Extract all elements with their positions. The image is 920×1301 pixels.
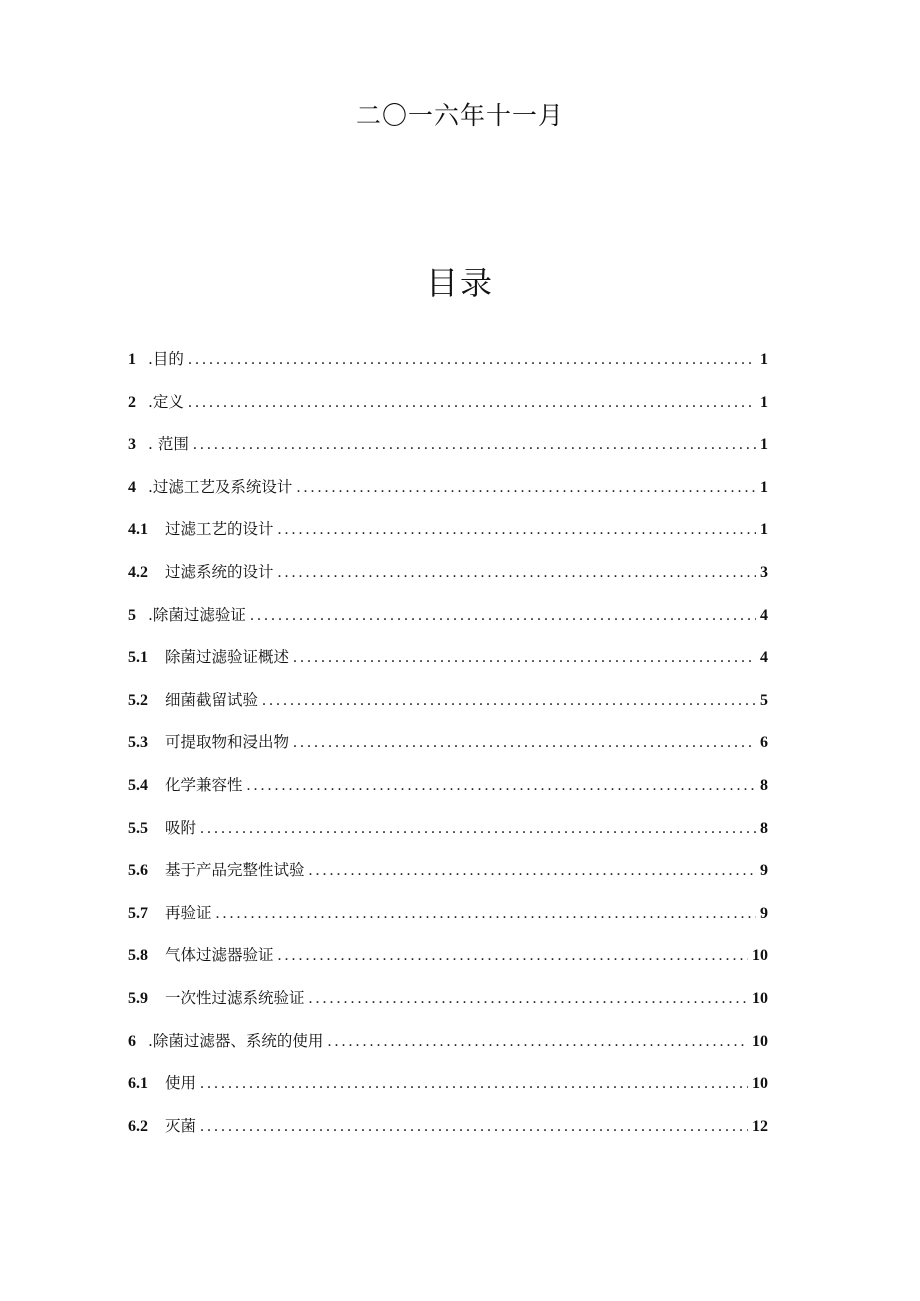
toc-dot-leader	[296, 472, 756, 504]
toc-entry[interactable]	[128, 854, 768, 897]
toc-dot-leader	[200, 1068, 748, 1100]
toc-entry[interactable]	[128, 769, 768, 812]
toc-dot-leader	[293, 642, 756, 674]
toc-entry[interactable]	[128, 897, 768, 940]
toc-entry-page: 1	[760, 478, 768, 496]
toc-entry-title: 再验证	[165, 903, 212, 922]
toc-entry-page: 1	[760, 521, 768, 539]
toc-entry-title: 基于产品完整性试验	[165, 861, 305, 880]
toc-entry[interactable]	[128, 982, 768, 1025]
toc-entry[interactable]	[128, 812, 768, 855]
toc-entry-number: 4.1	[128, 521, 148, 539]
toc-entry-title: 可提取物和浸出物	[165, 733, 290, 752]
toc-entry-number: 5.3	[128, 734, 148, 752]
toc-entry-page: 1	[760, 436, 768, 454]
toc-entry[interactable]	[128, 513, 768, 556]
toc-entry[interactable]	[128, 556, 768, 599]
toc-entry[interactable]	[128, 386, 768, 429]
document-date: 二〇一六年十一月	[355, 101, 564, 130]
toc-dot-leader	[309, 983, 748, 1015]
toc-entry-page: 10	[752, 1075, 768, 1093]
toc-dot-leader	[193, 429, 756, 461]
toc-dot-leader	[188, 387, 756, 419]
toc-dot-leader	[247, 770, 756, 802]
toc-entry-title: .过滤工艺及系统设计	[148, 477, 293, 496]
toc-entry-page: 10	[752, 989, 768, 1007]
toc-entry-title: 过滤工艺的设计	[165, 520, 274, 539]
toc-entry-title: 吸附	[165, 818, 197, 837]
toc-entry-page: 8	[760, 776, 768, 794]
toc-entry-number: 5	[128, 606, 136, 624]
toc-dot-leader	[250, 600, 756, 632]
toc-entry-title: 化学兼容性	[165, 775, 243, 794]
toc-entry[interactable]	[128, 1025, 768, 1068]
toc-entry-number: 2	[128, 393, 136, 411]
toc-entry[interactable]	[128, 1067, 768, 1110]
toc-entry-number: 3	[128, 436, 136, 454]
toc-entry-page: 10	[752, 1032, 768, 1050]
toc-entry-number: 5.1	[128, 649, 148, 667]
toc-entry[interactable]	[128, 343, 768, 386]
toc-entry-page: 3	[760, 563, 768, 581]
toc-entry-number: 6.2	[128, 1117, 148, 1135]
toc-dot-leader	[262, 685, 756, 717]
toc-entry-number: 5.4	[128, 776, 148, 794]
toc-dot-leader	[327, 1026, 748, 1058]
toc-entry[interactable]	[128, 471, 768, 514]
toc-dot-leader	[216, 898, 756, 930]
toc-entry-title: .定义	[148, 392, 184, 411]
toc-dot-leader	[278, 940, 748, 972]
toc-entry-title: 一次性过滤系统验证	[165, 988, 305, 1007]
toc-entry[interactable]	[128, 1110, 768, 1153]
toc-entry[interactable]	[128, 641, 768, 684]
toc-entry-number: 5.6	[128, 862, 148, 880]
toc-entry-number: 5.2	[128, 691, 148, 709]
toc-dot-leader	[309, 855, 756, 887]
toc-dot-leader	[188, 344, 756, 376]
toc-entry-page: 8	[760, 819, 768, 837]
toc-entry-page: 6	[760, 734, 768, 752]
toc-entry-title: 细菌截留试验	[165, 690, 259, 709]
toc-entry-title: 灭菌	[165, 1116, 197, 1135]
toc-entry-title: .除菌过滤器、系统的使用	[148, 1031, 324, 1050]
toc-dot-leader	[200, 813, 756, 845]
table-of-contents	[128, 343, 768, 1152]
toc-entry-page: 10	[752, 947, 768, 965]
toc-entry-title: .除菌过滤验证	[148, 605, 246, 624]
toc-entry-number: 6	[128, 1032, 136, 1050]
toc-entry-title: 气体过滤器验证	[165, 946, 274, 965]
toc-entry-number: 4	[128, 478, 136, 496]
toc-entry-page: 4	[760, 606, 768, 624]
toc-entry-page: 4	[760, 649, 768, 667]
toc-entry-number: 5.5	[128, 819, 148, 837]
toc-entry-title: 过滤系统的设计	[165, 562, 274, 581]
toc-entry-page: 1	[760, 351, 768, 368]
toc-entry-number: 4.2	[128, 563, 148, 581]
toc-entry-number: 6.1	[128, 1075, 148, 1093]
toc-entry-number: 5.7	[128, 904, 148, 922]
toc-entry-number: 5.9	[128, 989, 148, 1007]
toc-entry[interactable]	[128, 684, 768, 727]
toc-dot-leader	[278, 514, 756, 546]
toc-entry-page: 12	[752, 1117, 768, 1135]
toc-entry[interactable]	[128, 599, 768, 642]
toc-entry-number: 1	[128, 351, 136, 368]
toc-dot-leader	[293, 727, 756, 759]
toc-entry-page: 1	[760, 393, 768, 411]
toc-entry-page: 9	[760, 904, 768, 922]
toc-entry-title: . 范围	[148, 435, 189, 454]
toc-entry-title: .目的	[148, 350, 184, 368]
toc-entry-page: 9	[760, 862, 768, 880]
toc-entry-title: 使用	[165, 1074, 197, 1093]
toc-title: 目录	[425, 264, 494, 302]
toc-entry-number: 5.8	[128, 947, 148, 965]
toc-entry-title: 除菌过滤验证概述	[165, 648, 290, 667]
toc-dot-leader	[278, 557, 756, 589]
toc-entry[interactable]	[128, 939, 768, 982]
toc-dot-leader	[200, 1111, 748, 1143]
toc-entry[interactable]	[128, 428, 768, 471]
toc-entry[interactable]	[128, 726, 768, 769]
toc-entry-page: 5	[760, 691, 768, 709]
